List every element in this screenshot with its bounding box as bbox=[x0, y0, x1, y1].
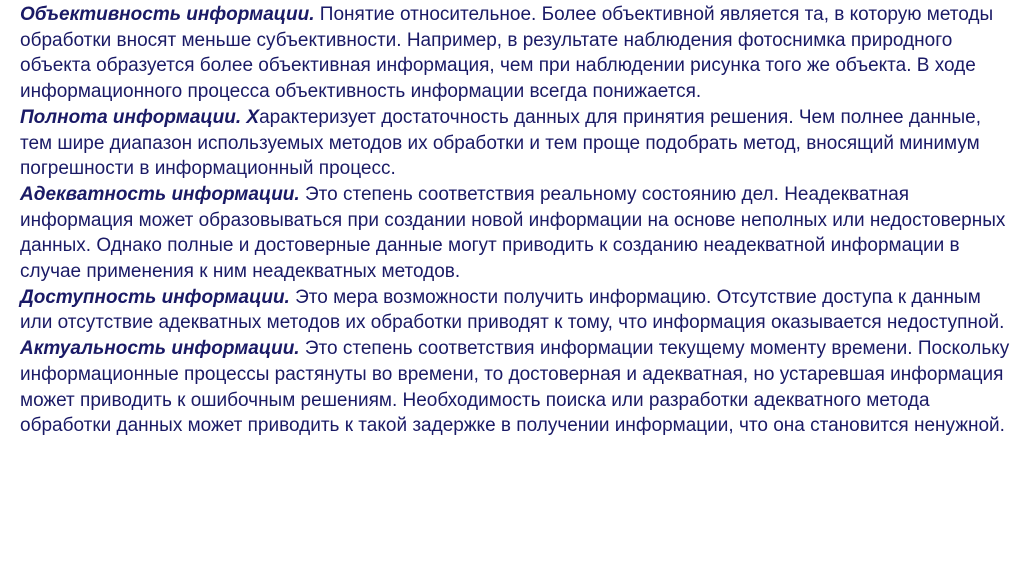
term-adequacy: Адекватность информации. bbox=[20, 183, 300, 205]
definition-relevance: Это степень соответствия информации текущему моменту времени. Поскольку информационные процессы растянуты во времени, то достоверная и адекватная, но устаревшая информация может приводить к ошибочным решениям. Необходимость поиска или разработки адекватного метода обработки данных может приводить к такой задержке в получении информации, что она становится ненужной. bbox=[20, 338, 1010, 437]
paragraph-accessibility bbox=[20, 285, 1010, 336]
term-accessibility: Доступность информации. bbox=[20, 286, 290, 308]
definition-objectivity: Понятие относительное. Более объективной является та, в которую методы обработки вносят меньше субъективности. Например, в результате наблюдения фотоснимка природного объекта образуется более объективная информация, чем при наблюдении рисунка того же объекта. В ходе информационного процесса объективность информации всегда понижается. bbox=[20, 4, 994, 103]
paragraph-adequacy bbox=[20, 182, 1010, 285]
paragraph-relevance bbox=[20, 336, 1010, 439]
definition-accessibility: Это мера возможности получить информацию. Отсутствие доступа к данным или отсутствие адекватных методов их обработки приводят к тому, что информация оказывается недоступной. bbox=[20, 286, 1005, 334]
definition-adequacy: Это степень соответствия реальному состоянию дел. Неадекватная информация может образовываться при создании новой информации на основе неполных или недостоверных данных. Однако полные и достоверные данные могут приводить к созданию неадекватной информации в случае применения к ним неадекватных методов. bbox=[20, 183, 1006, 283]
slide-body bbox=[20, 2, 1010, 439]
paragraph-completeness bbox=[20, 105, 1010, 182]
term-relevance: Актуальность информации. bbox=[20, 338, 300, 360]
definition-completeness: арактеризует достаточность данных для принятия решения. Чем полнее данные, тем шире диапазон используемых методов их обработки и тем проще подобрать метод, вносящий минимум погрешности в информационный процесс. bbox=[20, 106, 982, 180]
term-completeness: Полнота информации. Х bbox=[20, 106, 260, 128]
paragraph-objectivity bbox=[20, 2, 1010, 105]
term-objectivity: Объективность информации. bbox=[20, 4, 315, 25]
